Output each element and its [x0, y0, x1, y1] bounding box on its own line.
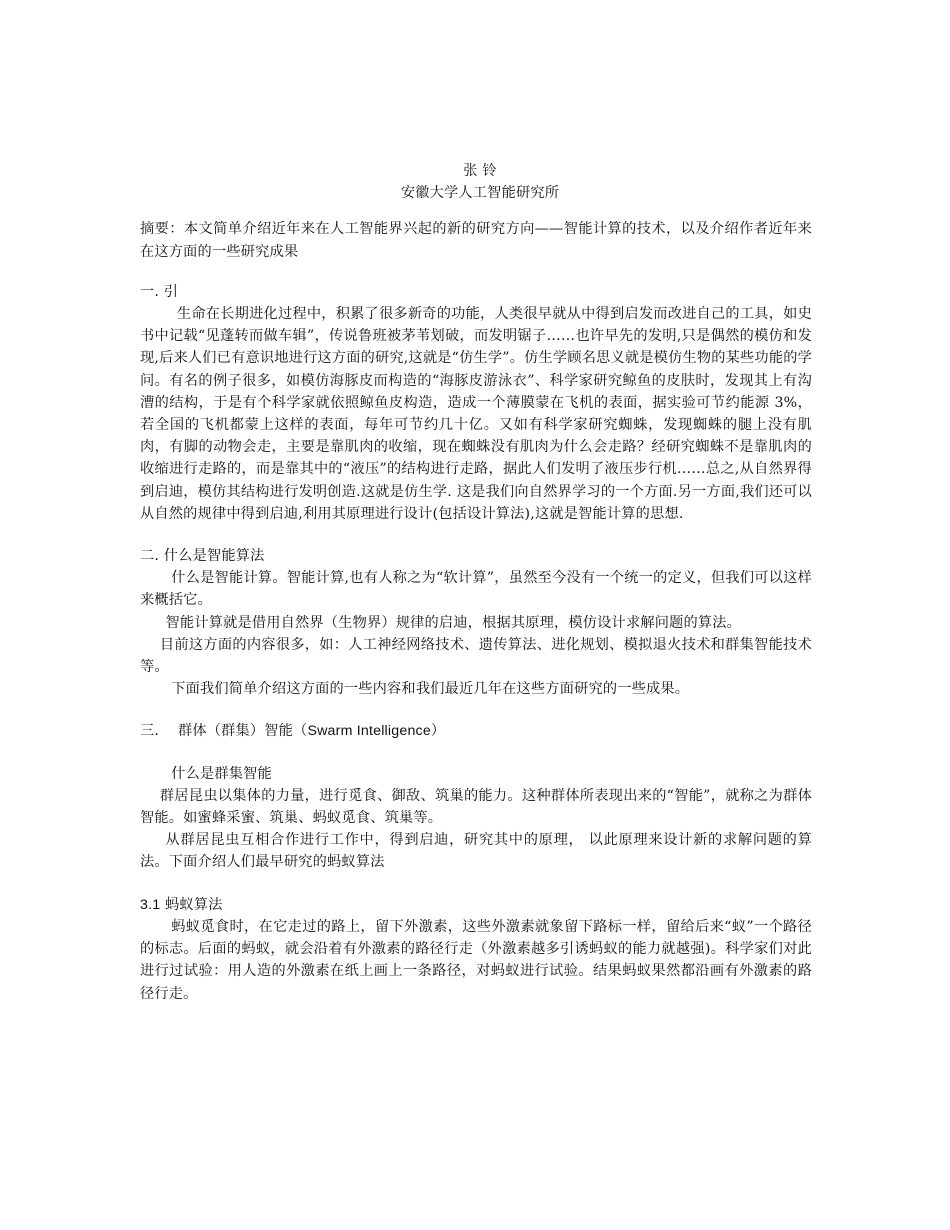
author-affiliation: 安徽大学人工智能研究所: [400, 185, 560, 202]
section3-paragraph-1: 群居昆虫以集体的力量，进行觅食、御敌、筑巢的能力。这种群体所表现出来的“智能”，就称之为群体智能。如蜜蜂采蜜、筑巢、蚂蚁觅食、筑巢等。: [140, 787, 812, 827]
section31-paragraph: 蚂蚁觅食时，在它走过的路上，留下外激素，这些外激素就象留下路标一样，留给后来“蚁”一个路径的标志。后面的蚂蚁，就会沿着有外激素的路径行走（外激素越多引诱蚂蚁的能力就越强)。科学家们对此进行过试验：用人造的外激素在纸上画上一条路径，对蚂蚁进行试验。结果蚂蚁果然都沿画有外激素的路径行走。: [140, 918, 812, 1002]
section-heading-ant-algorithm: [140, 894, 812, 916]
section2-paragraph-3: 目前这方面的内容很多，如：人工神经网络技术、遗传算法、进化规划、模拟退火技术和群集智能技术等。: [140, 636, 812, 676]
section2-paragraph-2: 智能计算就是借用自然界（生物界）规律的启迪，根据其原理，模仿设计求解问题的算法。: [165, 614, 742, 631]
section31-number: 3.1: [140, 896, 161, 913]
section3-title-cn: 群体（群集）智能（: [177, 723, 308, 740]
abstract: 摘要：本文简单介绍近年来在人工智能界兴起的新的研究方向——智能计算的技术，以及介绍作者近年来在这方面的一些研究成果: [140, 221, 812, 260]
section31-title: 蚂蚁算法: [165, 896, 223, 913]
document-body: [140, 160, 812, 1005]
author-name: 张 铃: [463, 163, 497, 179]
section-heading-swarm-intelligence: [140, 720, 812, 742]
section2-paragraph-4: 下面我们简单介绍这方面的一些内容和我们最近几年在这些方面研究的一些成果。: [171, 681, 690, 698]
subheading-what-is-swarm-intelligence: 什么是群集智能: [171, 765, 272, 782]
section3-title-close: ）: [430, 723, 446, 740]
section-heading-intro: 一. 引: [140, 283, 179, 300]
intro-paragraph: 生命在长期进化过程中，积累了很多新奇的功能，人类很早就从中得到启发而改进自己的工具，如史书中记载“见蓬转而做车辑”，传说鲁班被茅苇划破，而发明锯子……也许早先的发明,只是偶然的模仿和发现,后来人们已有意识地进行这方面的研究,这就是“仿生学”。仿生学顾名思义就是模仿生物的某些功能的学问。有名的例子很多，如模仿海豚皮而构造的“海豚皮游泳衣”、科学家研究鲸鱼的皮肤时，发现其上有沟漕的结构，于是有个科学家就依照鲸鱼皮构造，造成一个薄膜蒙在飞机的表面，据实验可节约能源 3%，若全国的飞机都蒙上这样的表面，每年可节约几十亿。又如有科学家研究蜘蛛，发现蜘蛛的腿上没有肌肉，有脚的动物会走，主要是靠肌肉的收缩，现在蜘蛛没有肌肉为什么会走路？经研究蜘蛛不是靠肌肉的收缩进行走路的，而是靠其中的“液压”的结构进行走路，据此人们发明了液压步行机……总之,从自然界得到启迪，模仿其结构进行发明创造.这就是仿生学. 这是我们向自然界学习的一个方面.另一方面,我们还可以从自然的规律中得到启迪,利用其原理进行设计(包括设计算法),这就是智能计算的思想.: [140, 306, 812, 522]
section2-paragraph-1: 什么是智能计算。智能计算,也有人称之为“软计算”，虽然至今没有一个统一的定义，但我们可以这样来概括它。: [140, 570, 812, 609]
section-heading-intelligent-algorithms: 二. 什么是智能算法: [140, 548, 265, 565]
section3-paragraph-2: 从群居昆虫互相合作进行工作中，得到启迪，研究其中的原理， 以此原理来设计新的求解问题的算法。下面介绍人们最早研究的蚂蚁算法: [140, 832, 812, 871]
section3-title-en: Swarm Intelligence: [307, 723, 431, 740]
section3-number: 三.: [140, 723, 160, 740]
